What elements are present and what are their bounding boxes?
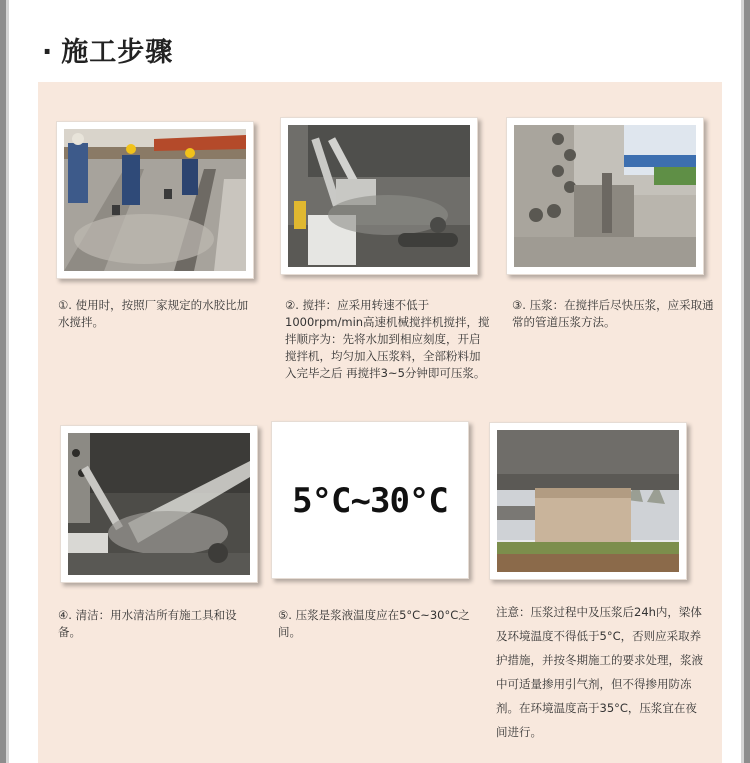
step-3-photo <box>506 117 704 275</box>
step-5-temperature-card <box>271 421 469 579</box>
grout-mixer-image <box>288 125 470 267</box>
step-4-caption: ④. 清洁：用水清洁所有施工具和设备。 <box>58 608 237 639</box>
step-1-caption: ①. 使用时，按照厂家规定的水胶比加水搅拌。 <box>58 298 249 329</box>
step-2-caption: ②. 搅拌：应采用转速不低于1000rpm/min高速机械搅拌机搅拌，搅拌顺序为：先将水加到相应刻度，开启搅拌机，均匀加入压浆料，全部粉料加入完毕之后 再搅拌3~5分钟即可压浆。 <box>285 298 490 380</box>
step-5-caption: ⑤. 压浆是浆液温度应在5°C~30°C之间。 <box>278 608 470 639</box>
heading-title: 施工步骤 <box>61 37 174 68</box>
heading-bullet: · <box>42 37 54 68</box>
bridge-beam-image <box>497 430 679 572</box>
notice-caption: 注意：压浆过程中及压浆后24h内，梁体及环境温度不得低于5°C，否则应采取养护措施，并按冬期施工的要求处理，浆液中可适量掺用引气剂，但不得掺用防冻剂。在环境温度高于35°C，压浆宜在夜间进行。 <box>496 605 703 739</box>
water-cleaning-image <box>68 433 250 575</box>
step-6-photo <box>489 422 687 580</box>
right-border <box>744 0 750 763</box>
step-2-photo <box>280 117 478 275</box>
section-heading <box>42 30 173 69</box>
left-border <box>0 0 6 763</box>
beam-grouting-image <box>514 125 696 267</box>
step-4-photo <box>60 425 258 583</box>
temperature-range-text: 5°C~30°C <box>292 481 448 521</box>
workers-on-deck-image <box>64 129 246 271</box>
step-3-caption: ③. 压浆：在搅拌后尽快压浆，应采取通常的管道压浆方法。 <box>512 298 714 329</box>
step-1-photo <box>56 121 254 279</box>
